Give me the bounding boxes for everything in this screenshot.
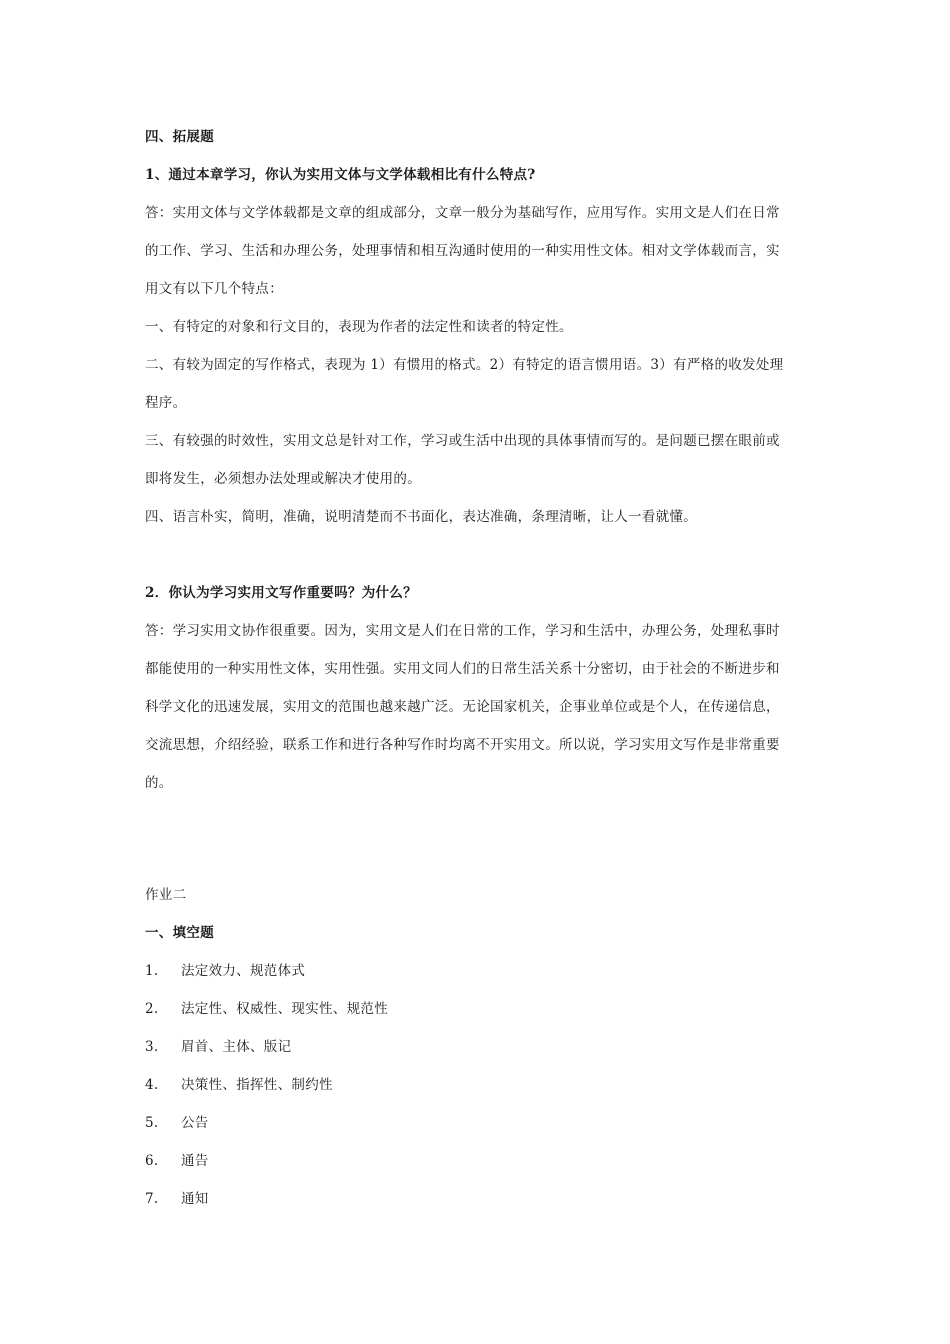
answer-1-point-2: 二、有较为固定的写作格式，表现为 1）有惯用的格式。2）有特定的语言惯用语。3）有严格的收发处理 xyxy=(145,357,784,373)
fill-item xyxy=(145,961,305,981)
answer-2-line: 的。 xyxy=(145,775,173,791)
answer-2-line: 交流思想，介绍经验，联系工作和进行各种写作时均离不开实用文。所以说，学习实用文写作是非常重要 xyxy=(145,737,780,753)
fill-item xyxy=(145,1113,209,1133)
answer-1-point-3: 三、有较强的时效性，实用文总是针对工作，学习或生活中出现的具体事情而写的。是问题已摆在眼前或 xyxy=(145,433,780,449)
answer-1-point-3: 即将发生，必须想办法处理或解决才使用的。 xyxy=(145,471,421,487)
fill-item-number: 7. xyxy=(145,1191,159,1207)
fill-item-text: 通知 xyxy=(181,1191,209,1207)
fill-item-text: 眉首、主体、版记 xyxy=(181,1039,292,1055)
answer-1-line: 答：实用文体与文学体载都是文章的组成部分，文章一般分为基础写作，应用写作。实用文是人们在日常 xyxy=(145,205,780,221)
fill-item-number: 5. xyxy=(145,1115,159,1131)
fill-item-number: 2. xyxy=(145,1001,159,1017)
answer-1-point-1: 一、有特定的对象和行文目的，表现为作者的法定性和读者的特定性。 xyxy=(145,319,573,335)
fill-item xyxy=(145,1189,209,1209)
fill-item-number: 3. xyxy=(145,1039,159,1055)
answer-1-line: 用文有以下几个特点： xyxy=(145,281,283,297)
section-title: 四、拓展题 xyxy=(145,129,214,145)
fill-item-text: 法定效力、规范体式 xyxy=(181,963,306,979)
fill-item-text: 通告 xyxy=(181,1153,209,1169)
fill-item xyxy=(145,999,388,1019)
fill-item-text: 决策性、指挥性、制约性 xyxy=(181,1077,333,1093)
answer-1-point-2: 程序。 xyxy=(145,395,187,411)
answer-2-line: 科学文化的迅速发展，实用文的范围也越来越广泛。无论国家机关，企事业单位或是个人，在传递信息， xyxy=(145,699,780,715)
answer-1-point-4: 四、语言朴实，简明，准确，说明清楚而不书面化，表达准确，条理清晰，让人一看就懂。 xyxy=(145,509,697,525)
answer-2-line: 答：学习实用文协作很重要。因为，实用文是人们在日常的工作，学习和生活中，办理公务，处理私事时 xyxy=(145,623,780,639)
fill-item-number: 4. xyxy=(145,1077,159,1093)
fill-item xyxy=(145,1037,291,1057)
fill-item-text: 法定性、权威性、现实性、规范性 xyxy=(181,1001,388,1017)
fill-item-number: 1. xyxy=(145,963,159,979)
fill-blank-title: 一、填空题 xyxy=(145,925,214,941)
answer-1-line: 的工作、学习、生活和办理公务，处理事情和相互沟通时使用的一种实用性文体。相对文学体载而言，实 xyxy=(145,243,780,259)
question-1: 1、通过本章学习，你认为实用文体与文学体载相比有什么特点? xyxy=(145,167,536,183)
fill-item-number: 6. xyxy=(145,1153,159,1169)
fill-item xyxy=(145,1151,209,1171)
fill-item-text: 公告 xyxy=(181,1115,209,1131)
answer-2-line: 都能使用的一种实用性文体，实用性强。实用文同人们的日常生活关系十分密切，由于社会的不断进步和 xyxy=(145,661,780,677)
homework-title: 作业二 xyxy=(145,887,187,903)
fill-item xyxy=(145,1075,333,1095)
question-2: 2．你认为学习实用文写作重要吗？为什么？ xyxy=(145,585,417,601)
